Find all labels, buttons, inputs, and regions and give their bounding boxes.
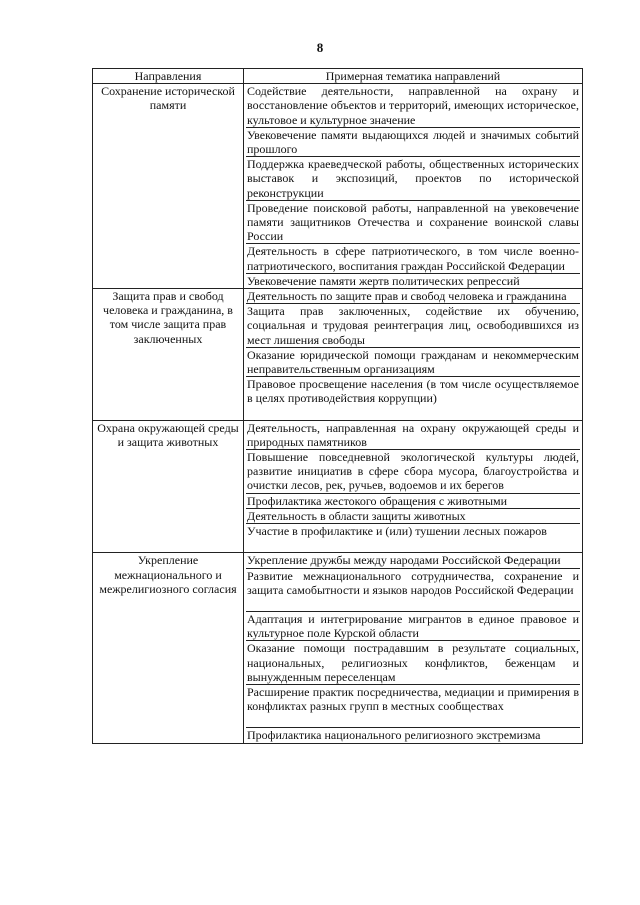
topic-item: Деятельность в области защиты животных (246, 509, 580, 524)
topic-item: Правовое просвещение населения (в том числе осуществляемое в целях противодействия коррупции) (247, 377, 579, 406)
topics-cell (244, 289, 583, 421)
table-row (93, 84, 583, 289)
topic-item: Проведение поисковой работы, направленной на увековечение памяти защитников Отечества и сохранение воинской славы России (247, 200, 579, 244)
topic-item: Защита прав заключенных, содействие их обучению, социальная и трудовая реинтеграция лиц, освободившихся из мест лишения свободы (247, 304, 579, 347)
direction-cell: Укрепление межнационального и межрелигиозного согласия (93, 553, 244, 743)
topics-table (92, 68, 583, 744)
table-row (93, 289, 583, 421)
topic-item: Деятельность по защите прав и свобод человека и гражданина (246, 289, 580, 304)
topic-item: Повышение повседневной экологической культуры людей, развитие инициатив в сфере сбора мусора, благоустройства и очистки лесов, рек, ручьев, водоемов и их берегов (247, 450, 579, 493)
topics-cell (244, 84, 583, 289)
table-header-row (93, 69, 583, 84)
topic-item: Увековечение памяти жертв политических репрессий (247, 273, 520, 288)
topic-item: Оказание помощи пострадавшим в результате социальных, национальных, религиозных конфликтов, беженцам и вынужденным переселенцам (247, 641, 579, 684)
topic-item: Деятельность в сфере патриотического, в том числе военно-патриотического, воспитания граждан Российской Федерации (247, 244, 579, 273)
topic-item: Поддержка краеведческой работы, общественных исторических выставок и экспозиций, проектов по исторической реконструкции (247, 157, 579, 200)
topic-item: Деятельность, направленная на охрану окружающей среды и природных памятников (247, 420, 579, 449)
topic-item: Участие в профилактике и (или) тушении лесных пожаров (247, 524, 547, 539)
topic-item: Профилактика жестокого обращения с животными (246, 494, 580, 509)
topic-item: Адаптация и интегрирование мигрантов в единое правовое и культурное поле Курской области (247, 611, 579, 641)
topic-item: Развитие межнационального сотрудничества, сохранение и защита самобытности и языков народов Российской Федерации (246, 569, 580, 612)
page-number: 8 (316, 40, 324, 55)
topic-item: Увековечение памяти выдающихся людей и значимых событий прошлого (247, 127, 579, 157)
topic-item: Содействие деятельности, направленной на охрану и восстановление объектов и территорий, имеющих историческое, культовое и культурное значение (247, 84, 579, 127)
table-row (93, 420, 583, 553)
direction-cell: Охрана окружающей среды и защита животных (93, 420, 244, 553)
topics-cell (244, 420, 583, 553)
topic-item: Оказание юридической помощи гражданам и некоммерческим неправительственным организациям (247, 347, 579, 377)
topic-item: Профилактика национального религиозного экстремизма (247, 728, 541, 743)
topic-item: Укрепление дружбы между народами Российской Федерации (246, 553, 580, 568)
direction-cell: Сохранение исторической памяти (93, 84, 244, 289)
topics-cell (244, 553, 583, 743)
table-row (93, 553, 583, 743)
header-topics: Примерная тематика направлений (244, 69, 583, 84)
header-directions: Направления (93, 69, 244, 84)
direction-cell: Защита прав и свобод человека и гражданина, в том числе защита прав заключенных (93, 289, 244, 421)
topic-item: Расширение практик посредничества, медиации и примирения в конфликтах разных групп в местных сообществах (246, 685, 580, 728)
